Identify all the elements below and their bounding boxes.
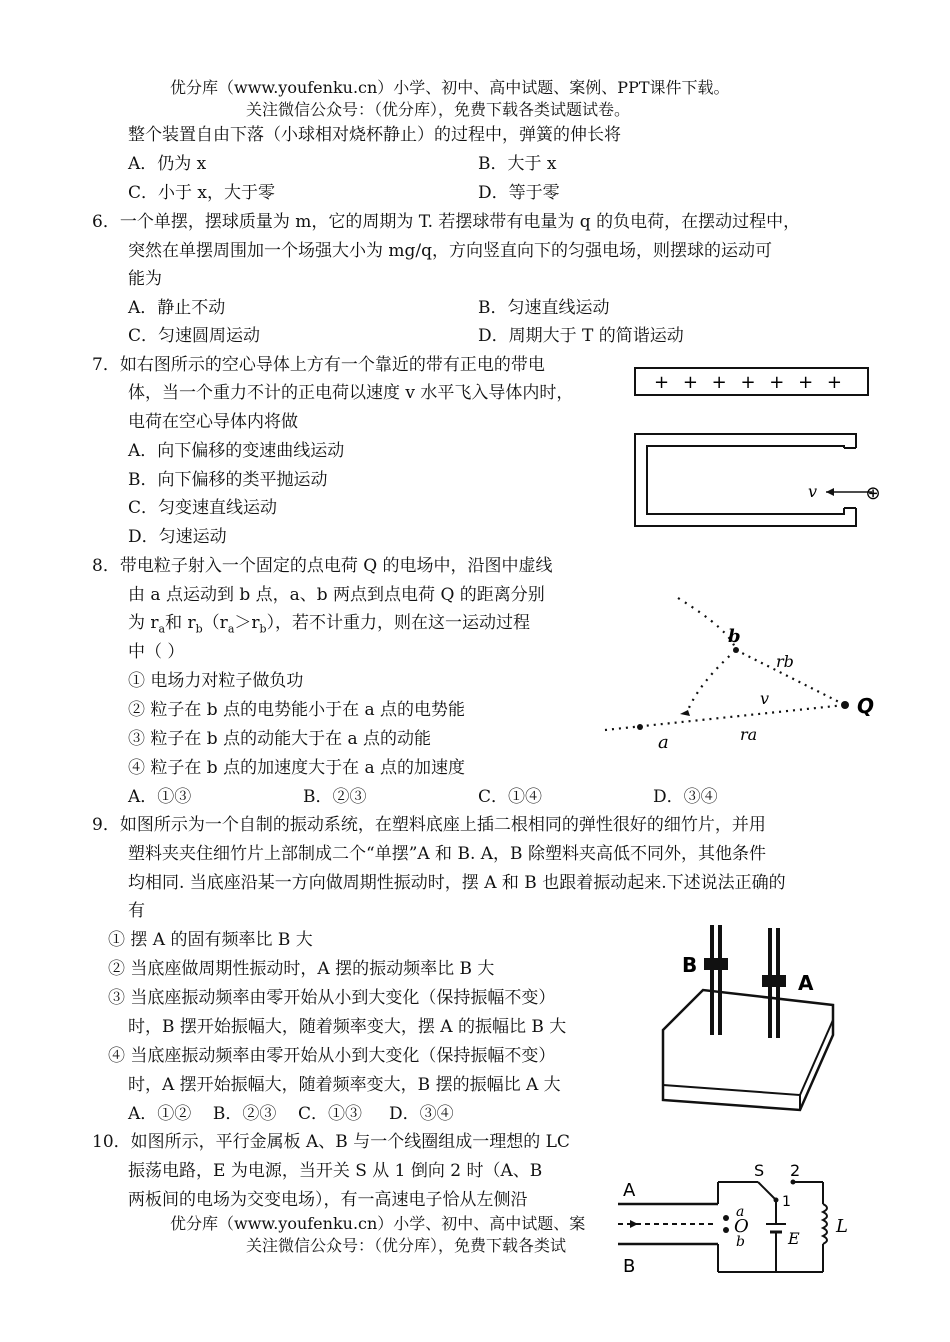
q6-option-d: D．周期大于 T 的简谐运动	[478, 326, 684, 346]
plate-plus-signs: + + + + + + +	[654, 372, 846, 393]
label-q: Q	[857, 694, 875, 718]
q7-line-2: 体，当一个重力不计的正电荷以速度 v 水平飞入导体内时，	[128, 383, 574, 403]
positive-charge-icon: ⊕	[865, 483, 881, 504]
q9-line-4: 有	[128, 901, 145, 921]
q9-statement-2: ② 当底座做周期性振动时，A 摆的振动频率比 B 大	[108, 959, 495, 979]
svg-text:2: 2	[790, 1161, 801, 1180]
q9-line-2: 塑料夹夹住细竹片上部制成二个“单摆”A 和 B. A，B 除塑料夹高低不同外，其他条件	[128, 844, 766, 864]
svg-text:b: b	[736, 1234, 745, 1250]
svg-text:1: 1	[782, 1194, 791, 1210]
label-b: B	[682, 953, 698, 977]
q7-line-1: 7．如右图所示的空心导体上方有一个靠近的带有正电的带电	[92, 355, 545, 375]
q6-line-1: 6．一个单摆，摆球质量为 m，它的周期为 T. 若摆球带有电量为 q 的负电荷，在摆动过程中，	[92, 212, 801, 232]
q10-line-1: 10．如图所示，平行金属板 A、B 与一个线圈组成一理想的 LC	[92, 1132, 570, 1152]
particle-trajectory	[678, 598, 736, 710]
q7-option-a: A．向下偏移的变速曲线运动	[128, 441, 345, 461]
q8-option-c: C．①④	[478, 787, 543, 807]
q5-stem: 整个装置自由下落（小球相对烧杯静止）的过程中，弹簧的伸长将	[128, 125, 621, 145]
point-charge-q	[841, 701, 849, 709]
q8-line-3: 为 $r_a$和 $r_b(r_a>r_b)$，若不计重力，则在这一运动过程	[128, 613, 531, 636]
q6-option-b: B．匀速直线运动	[478, 298, 610, 318]
footer-line-1: 优分库（www.youfenku.cn）小学、初中、高中试题、案	[170, 1214, 586, 1233]
q7-line-3: 电荷在空心导体内将做	[128, 412, 298, 432]
velocity-label: v	[808, 482, 818, 501]
q8-option-b: B．②③	[303, 787, 367, 807]
q9-statement-4-cont: 时，A 摆开始振幅大，随着频率变大，B 摆的振幅比 A 大	[128, 1075, 561, 1095]
label-b: B	[623, 1256, 636, 1277]
q9-statement-4: ④ 当底座振动频率由零开始从小到大变化（保持振幅不变）	[108, 1046, 556, 1066]
q8-statement-4: ④ 粒子在 b 点的加速度大于在 a 点的加速度	[128, 758, 466, 778]
q6-line-2: 突然在单摆周围加一个场强大小为 mg/q，方向竖直向下的匀强电场，则摆球的运动可	[128, 241, 773, 261]
q7-option-d: D．匀速运动	[128, 527, 227, 547]
q10-line-2: 振荡电路，E 为电源，当开关 S 从 1 倒向 2 时（A、B	[128, 1161, 543, 1181]
header-line-2: 关注微信公众号：（优分库），免费下载各类试题试卷。	[246, 100, 631, 119]
footer-line-2: 关注微信公众号：（优分库），免费下载各类试	[246, 1236, 567, 1255]
clip-a	[762, 975, 786, 987]
q5-option-b: B．大于 x	[478, 154, 557, 174]
q9-statement-1: ① 摆 A 的固有频率比 B 大	[108, 930, 313, 950]
q10-lc-circuit-figure	[618, 1160, 858, 1280]
svg-text:S: S	[754, 1161, 765, 1180]
q10-line-3: 两板间的电场为交变电场），有一高速电子恰从左侧沿	[128, 1190, 528, 1210]
q6-option-c: C．匀速圆周运动	[128, 326, 261, 346]
svg-text:a: a	[736, 1204, 745, 1220]
q7-conductor-figure	[630, 362, 881, 542]
q8-line-4: 中（ ）	[128, 642, 185, 662]
label-b: b	[728, 626, 741, 647]
clip-b	[704, 958, 728, 970]
q9-statement-3-cont: 时，B 摆开始振幅大，随着频率变大，摆 A 的振幅比 B 大	[128, 1017, 567, 1037]
label-v: v	[760, 689, 770, 708]
q5-option-a: A．仍为 x	[128, 154, 207, 174]
q9-line-1: 9．如图所示为一个自制的振动系统，在塑料底座上插二根相同的弹性很好的细竹片，并用	[92, 815, 766, 835]
q8-option-a: A．①③	[128, 787, 192, 807]
header-line-1: 优分库（www.youfenku.cn）小学、初中、高中试题、案例、PPT课件下载。	[170, 78, 730, 97]
q6-line-3: 能为	[128, 269, 162, 289]
svg-text:O: O	[734, 1216, 749, 1237]
q9-line-3: 均相同. 当底座沿某一方向做周期性振动时，摆 A 和 B 也跟着振动起来.下述说法正确的	[128, 873, 786, 893]
q5-option-d: D．等于零	[478, 183, 560, 203]
svg-text:E: E	[788, 1229, 800, 1248]
q9-pendulum-figure	[658, 920, 838, 1125]
label-a: A	[798, 971, 814, 995]
q8-trajectory-figure	[600, 590, 890, 755]
q5-option-c: C．小于 x，大于零	[128, 183, 275, 203]
label-a: A	[623, 1180, 636, 1201]
q9-options: A．①② B．②③ C．①③ D．③④	[128, 1104, 454, 1124]
label-ra: ra	[740, 725, 758, 744]
q7-option-b: B．向下偏移的类平抛运动	[128, 470, 328, 490]
q6-option-a: A．静止不动	[128, 298, 226, 318]
q8-statement-3: ③ 粒子在 b 点的动能大于在 a 点的动能	[128, 729, 432, 749]
q8-option-d: D．③④	[653, 787, 718, 807]
conductor-inner-wall	[647, 446, 844, 514]
bamboo-strip-b	[710, 925, 714, 1035]
label-a: a	[658, 732, 669, 753]
q8-line-2: 由 a 点运动到 b 点，a、b 两点到点电荷 Q 的距离分别	[128, 585, 545, 605]
svg-text:L: L	[836, 1216, 848, 1237]
q8-statement-1: ① 电场力对粒子做负功	[128, 671, 304, 691]
q9-statement-3: ③ 当底座振动频率由零开始从小到大变化（保持振幅不变）	[108, 988, 556, 1008]
label-rb: rb	[776, 652, 794, 671]
conductor-outer-wall	[635, 434, 856, 526]
q7-option-c: C．匀变速直线运动	[128, 498, 278, 518]
q8-statement-2: ② 粒子在 b 点的电势能小于在 a 点的电势能	[128, 700, 466, 720]
q8-line-1: 8．带电粒子射入一个固定的点电荷 Q 的电场中，沿图中虚线	[92, 556, 553, 576]
